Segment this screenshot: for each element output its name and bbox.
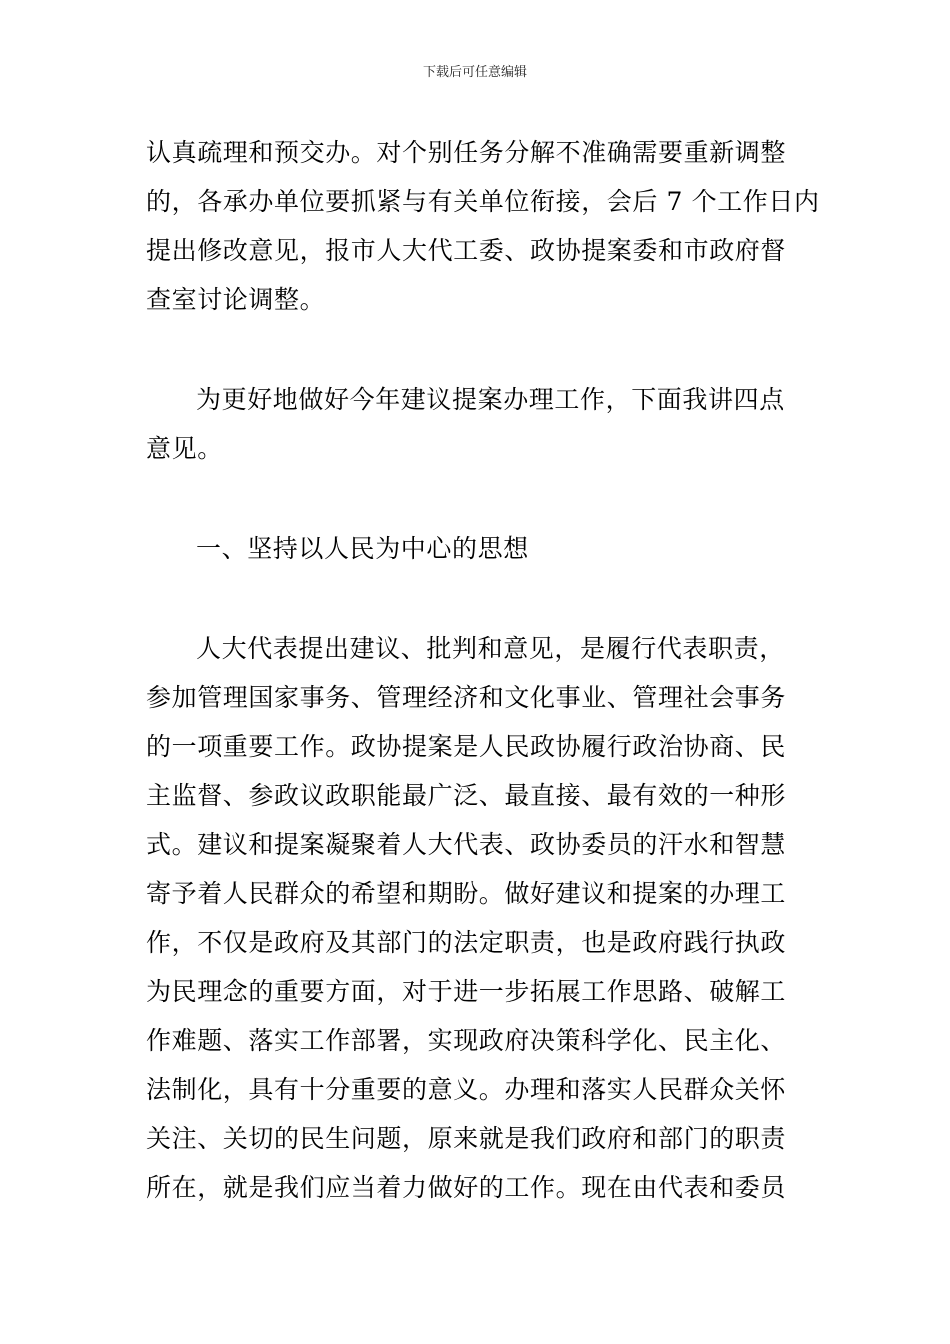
text-line: 主监督、参政议政职能最广泛、最直接、最有效的一种形 (146, 781, 787, 810)
text-line: 为更好地做好今年建议提案办理工作，下面我讲四点 (196, 385, 785, 414)
section-heading-text: 一、坚持以人民为中心的思想 (196, 534, 529, 563)
text-line: 作难题、落实工作部署，实现政府决策科学化、民主化、 (146, 1026, 787, 1055)
text-line: 查室讨论调整。 (146, 285, 326, 314)
text-line: 意见。 (146, 434, 223, 463)
text-line: 作，不仅是政府及其部门的法定职责，也是政府践行执政 (146, 928, 787, 957)
text-line: 参加管理国家事务、管理经济和文化事业、管理社会事务 (146, 683, 787, 712)
text-line: 为民理念的重要方面，对于进一步拓展工作思路、破解工 (146, 977, 787, 1006)
text-line: 关注、关切的民生问题，原来就是我们政府和部门的职责 (146, 1124, 787, 1153)
paragraph-2 (146, 375, 810, 473)
text-line: 法制化，具有十分重要的意义。办理和落实人民群众关怀 (146, 1075, 787, 1104)
text-line: 的一项重要工作。政协提案是人民政协履行政治协商、民 (146, 732, 787, 761)
text-line: 人大代表提出建议、批判和意见，是履行代表职责， (196, 634, 785, 663)
paragraph-gap (146, 473, 810, 524)
text-line: 寄予着人民群众的希望和期盼。做好建议和提案的办理工 (146, 879, 787, 908)
page-header-note: 下载后可任意编辑 (422, 65, 527, 80)
section-heading (146, 524, 810, 573)
text-line: 所在，就是我们应当着力做好的工作。现在由代表和委员 (146, 1173, 787, 1202)
paragraph-gap (146, 324, 810, 375)
document-body (146, 128, 820, 1212)
text-line: 式。建议和提案凝聚着人大代表、政协委员的汗水和智慧 (146, 830, 787, 859)
paragraph-gap (146, 573, 810, 624)
paragraph-1 (146, 128, 820, 324)
paragraph-4 (146, 624, 810, 1212)
text-line: 的，各承办单位要抓紧与有关单位衔接，会后 7 个工作日内 (146, 187, 820, 216)
text-line: 认真疏理和预交办。对个别任务分解不准确需要重新调整 (146, 138, 787, 167)
text-line: 提出修改意见，报市人大代工委、政协提案委和市政府督 (146, 236, 787, 265)
